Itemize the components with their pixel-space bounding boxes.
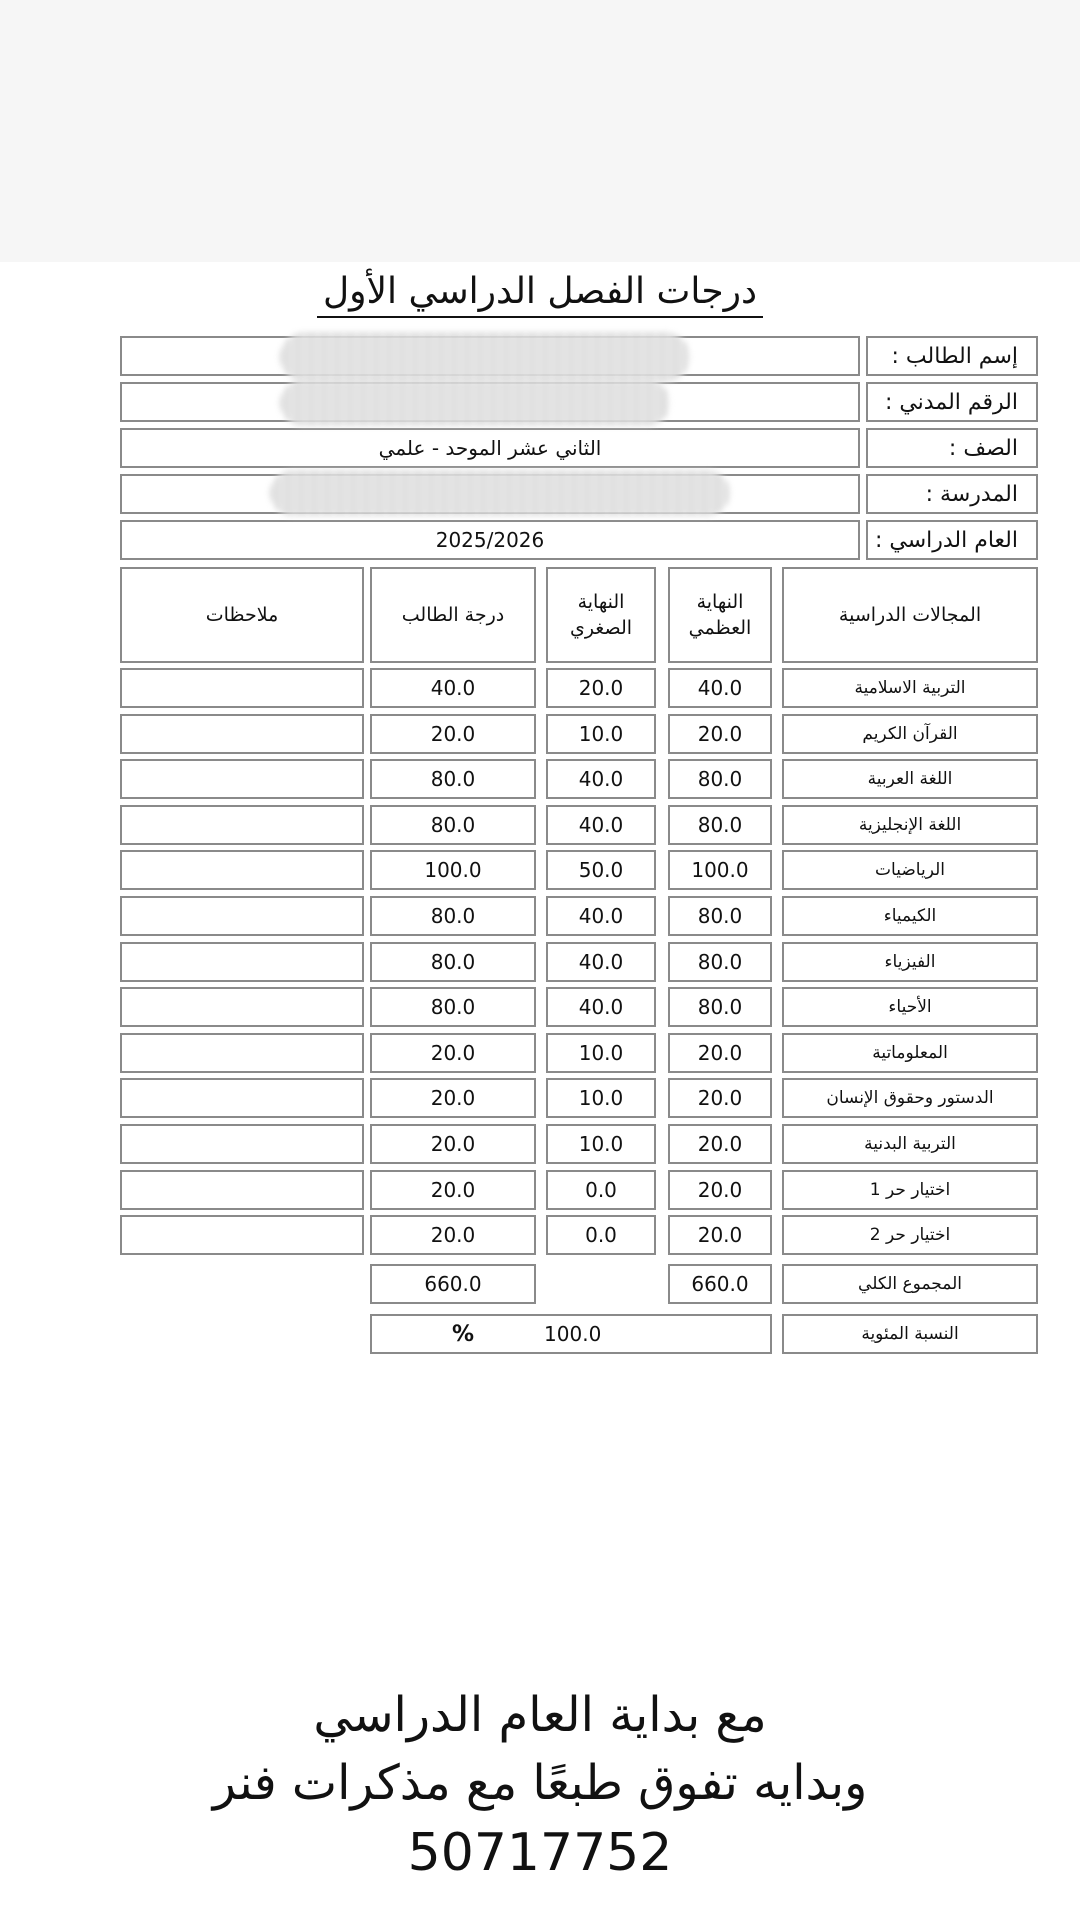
cell-max: 80.0: [668, 805, 772, 845]
cell-max: 80.0: [668, 942, 772, 982]
cell-notes: [120, 1215, 364, 1255]
grade-label: الصف :: [866, 428, 1038, 468]
cell-subject: الكيمياء: [782, 896, 1038, 936]
cell-score: 80.0: [370, 987, 536, 1027]
cell-subject: الفيزياء: [782, 942, 1038, 982]
school-label: المدرسة :: [866, 474, 1038, 514]
cell-min: 0.0: [546, 1215, 656, 1255]
cell-score: 100.0: [370, 850, 536, 890]
cell-score: 80.0: [370, 896, 536, 936]
cell-min: 40.0: [546, 805, 656, 845]
top-blank-area: [0, 0, 1080, 262]
cell-subject: الأحياء: [782, 987, 1038, 1027]
caption-phone: 50717752: [407, 1823, 673, 1883]
cell-subject: المعلوماتية: [782, 1033, 1038, 1073]
percentage-label: النسبة المئوية: [782, 1314, 1038, 1354]
civil-id-label: الرقم المدني :: [866, 382, 1038, 422]
cell-score: 20.0: [370, 1215, 536, 1255]
cell-subject: اختيار حر 2: [782, 1215, 1038, 1255]
grade-value: [120, 428, 860, 468]
cell-score: 80.0: [370, 942, 536, 982]
cell-min: 40.0: [546, 987, 656, 1027]
cell-subject: اختيار حر 1: [782, 1170, 1038, 1210]
cell-score: 20.0: [370, 1033, 536, 1073]
percent-symbol: %: [452, 1321, 475, 1347]
cell-notes: [120, 987, 364, 1027]
header-notes: ملاحظات: [120, 567, 364, 663]
cell-min: 40.0: [546, 759, 656, 799]
report-title: درجات الفصل الدراسي الأول: [0, 268, 1080, 316]
cell-min: 20.0: [546, 668, 656, 708]
cell-score: 20.0: [370, 1170, 536, 1210]
cell-subject: التربية البدنية: [782, 1124, 1038, 1164]
cell-min: 0.0: [546, 1170, 656, 1210]
cell-max: 80.0: [668, 896, 772, 936]
total-label: المجموع الكلي: [782, 1264, 1038, 1304]
redacted-id-blur: [280, 380, 670, 426]
cell-notes: [120, 1170, 364, 1210]
cell-notes: [120, 896, 364, 936]
cell-notes: [120, 850, 364, 890]
cell-min: 10.0: [546, 1033, 656, 1073]
cell-max: 20.0: [668, 1033, 772, 1073]
cell-max: 20.0: [668, 714, 772, 754]
cell-score: 80.0: [370, 759, 536, 799]
cell-max: 100.0: [668, 850, 772, 890]
caption-line-1: مع بداية العام الدراسي: [313, 1687, 767, 1743]
cell-min: 40.0: [546, 896, 656, 936]
cell-notes: [120, 714, 364, 754]
cell-notes: [120, 805, 364, 845]
caption-line-2: وبدايه تفوق طبعًا مع مذكرات فنر: [212, 1755, 868, 1811]
cell-notes: [120, 759, 364, 799]
cell-max: 20.0: [668, 1124, 772, 1164]
cell-max: 40.0: [668, 668, 772, 708]
header-min: النهاية الصغري: [546, 567, 656, 663]
cell-max: 20.0: [668, 1215, 772, 1255]
cell-subject: القرآن الكريم: [782, 714, 1038, 754]
year-value: 2025/2026: [120, 520, 860, 560]
cell-score: 20.0: [370, 714, 536, 754]
total-score: 660.0: [370, 1264, 536, 1304]
cell-score: 80.0: [370, 805, 536, 845]
header-max: النهاية العظمي: [668, 567, 772, 663]
cell-subject: الدستور وحقوق الإنسان: [782, 1078, 1038, 1118]
cell-subject: الرياضيات: [782, 850, 1038, 890]
cell-max: 80.0: [668, 759, 772, 799]
cell-score: 20.0: [370, 1124, 536, 1164]
redacted-school-blur: [270, 470, 730, 516]
header-score: درجة الطالب: [370, 567, 536, 663]
cell-min: 50.0: [546, 850, 656, 890]
total-max: 660.0: [668, 1264, 772, 1304]
grade-value-text: الثاني عشر الموحد - علمي: [378, 436, 602, 460]
cell-subject: اللغة الإنجليزية: [782, 805, 1038, 845]
cell-subject: التربية الاسلامية: [782, 668, 1038, 708]
cell-min: 10.0: [546, 1078, 656, 1118]
year-label: العام الدراسي :: [866, 520, 1038, 560]
cell-min: 40.0: [546, 942, 656, 982]
cell-subject: اللغة العربية: [782, 759, 1038, 799]
cell-notes: [120, 1033, 364, 1073]
cell-max: 80.0: [668, 987, 772, 1027]
cell-score: 40.0: [370, 668, 536, 708]
cell-min: 10.0: [546, 1124, 656, 1164]
percentage-value: 100.0: [544, 1322, 602, 1346]
redacted-name-blur: [280, 332, 690, 382]
percentage-value-box: [370, 1314, 772, 1354]
cell-max: 20.0: [668, 1170, 772, 1210]
cell-notes: [120, 1124, 364, 1164]
student-name-label: إسم الطالب :: [866, 336, 1038, 376]
cell-notes: [120, 1078, 364, 1118]
cell-max: 20.0: [668, 1078, 772, 1118]
cell-min: 10.0: [546, 714, 656, 754]
cell-score: 20.0: [370, 1078, 536, 1118]
header-subject: المجالات الدراسية: [782, 567, 1038, 663]
cell-notes: [120, 942, 364, 982]
cell-notes: [120, 668, 364, 708]
